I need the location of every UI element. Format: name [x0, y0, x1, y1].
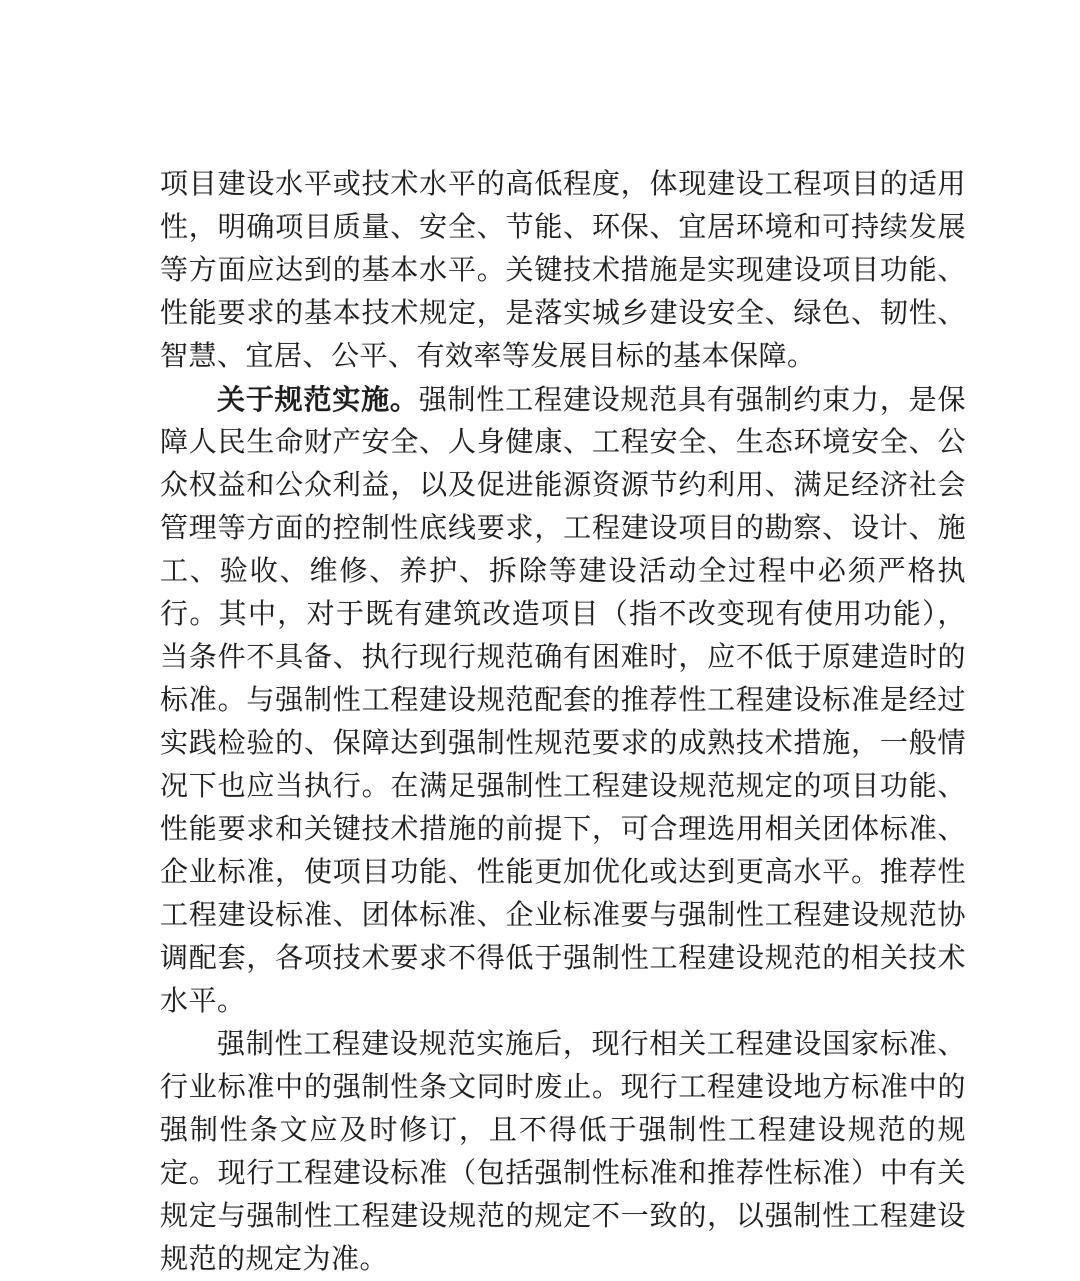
- paragraph-3: [160, 1023, 966, 1281]
- text-run: 障人民生命财产安全、人身健康、工程安全、生态环境安全、公: [160, 427, 966, 458]
- text-line: [160, 593, 966, 636]
- paragraph-1: [160, 163, 966, 378]
- paragraph-2: [160, 378, 966, 1023]
- text-run: 定。现行工程建设标准（包括强制性标准和推荐性标准）中有关: [160, 1158, 966, 1189]
- text-line: [160, 1195, 966, 1238]
- text-run: 管理等方面的控制性底线要求，工程建设项目的勘察、设计、施: [160, 513, 966, 544]
- text-run: 强制性工程建设规范具有强制约束力，是保: [418, 385, 966, 416]
- text-run: 规定与强制性工程建设规范的规定不一致的，以强制性工程建设: [160, 1201, 966, 1232]
- text-run: 项目建设水平或技术水平的高低程度，体现建设工程项目的适用: [160, 169, 966, 200]
- text-run: 工、验收、维修、养护、拆除等建设活动全过程中必须严格执: [160, 556, 966, 587]
- text-run: 众权益和公众利益，以及促进能源资源节约利用、满足经济社会: [160, 470, 966, 501]
- text-run: 行。其中，对于既有建筑改造项目（指不改变现有使用功能），: [160, 599, 966, 630]
- text-run: 调配套，各项技术要求不得低于强制性工程建设规范的相关技术: [160, 943, 966, 974]
- text-run: 智慧、宜居、公平、有效率等发展目标的基本保障。: [160, 341, 816, 372]
- text-run: 企业标准，使项目功能、性能更加优化或达到更高水平。推荐性: [160, 857, 966, 888]
- text-line: [160, 937, 966, 980]
- text-line: [160, 335, 966, 378]
- text-line: [160, 722, 966, 765]
- text-line: [160, 378, 966, 421]
- text-line: [160, 679, 966, 722]
- text-line: [160, 894, 966, 937]
- text-line: [160, 980, 966, 1023]
- text-run: 标准。与强制性工程建设规范配套的推荐性工程建设标准是经过: [160, 685, 966, 716]
- text-line: [160, 1066, 966, 1109]
- text-line: [160, 163, 966, 206]
- text-line: [160, 808, 966, 851]
- text-run: 工程建设标准、团体标准、企业标准要与强制性工程建设规范协: [160, 900, 966, 931]
- text-run: 实践检验的、保障达到强制性规范要求的成熟技术措施，一般情: [160, 728, 966, 759]
- text-run: 性能要求的基本技术规定，是落实城乡建设安全、绿色、韧性、: [160, 298, 966, 329]
- text-line: [160, 1023, 966, 1066]
- text-run: 强制性条文应及时修订，且不得低于强制性工程建设规范的规: [160, 1115, 966, 1146]
- text-line: [160, 292, 966, 335]
- text-line: [160, 507, 966, 550]
- text-run: 当条件不具备、执行现行规范确有困难时，应不低于原建造时的: [160, 642, 966, 673]
- document-text-block: [160, 163, 966, 1281]
- text-run: 强制性工程建设规范实施后，现行相关工程建设国家标准、: [217, 1029, 966, 1060]
- text-run: 性能要求和关键技术措施的前提下，可合理选用相关团体标准、: [160, 814, 966, 845]
- text-run: 况下也应当执行。在满足强制性工程建设规范规定的项目功能、: [160, 771, 966, 802]
- text-line: [160, 421, 966, 464]
- text-line: [160, 249, 966, 292]
- text-line: [160, 464, 966, 507]
- text-line: [160, 765, 966, 808]
- bold-heading-run: 关于规范实施。: [217, 384, 419, 415]
- text-run: 性，明确项目质量、安全、节能、环保、宜居环境和可持续发展: [160, 212, 966, 243]
- text-line: [160, 851, 966, 894]
- text-line: [160, 550, 966, 593]
- text-line: [160, 636, 966, 679]
- text-run: 水平。: [160, 986, 246, 1017]
- text-line: [160, 1109, 966, 1152]
- text-line: [160, 1152, 966, 1195]
- text-line: [160, 206, 966, 249]
- text-run: 规范的规定为准。: [160, 1244, 389, 1275]
- text-run: 行业标准中的强制性条文同时废止。现行工程建设地方标准中的: [160, 1072, 966, 1103]
- text-run: 等方面应达到的基本水平。关键技术措施是实现建设项目功能、: [160, 255, 966, 286]
